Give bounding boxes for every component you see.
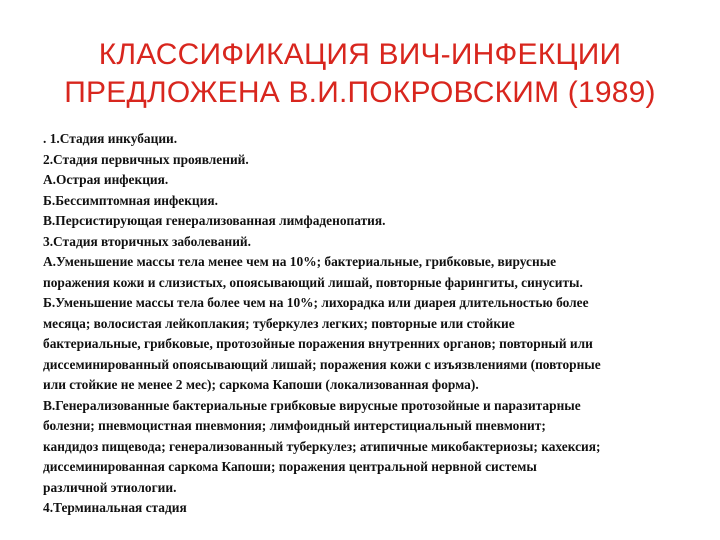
list-item <box>43 150 715 171</box>
list-item <box>43 129 715 150</box>
list-item <box>43 396 715 499</box>
list-item-line: диссеминированный опоясывающий лишай; поражения кожи с изъязвлениями (повторные <box>43 356 601 372</box>
list-item-line: 2.Стадия первичных проявлений. <box>43 151 249 167</box>
list-item-line: А.Уменьшение массы тела менее чем на 10%; бактериальные, грибковые, вирусные <box>43 254 557 269</box>
list-item-line: кандидоз пищевода; генерализованный туберкулез; атипичные микобактериозы; кахексия; <box>43 438 601 454</box>
list-item-line: диссеминированная саркома Капоши; поражения центральной нервной системы <box>43 459 537 474</box>
classification-list <box>43 129 715 519</box>
list-item-line: болезни; пневмоцистная пневмония; лимфоидный интерстициальный пневмонит; <box>43 418 546 433</box>
list-item-line: . 1.Стадия инкубации. <box>43 131 178 146</box>
list-item <box>43 191 715 212</box>
title-line-1: КЛАССИФИКАЦИЯ ВИЧ-ИНФЕКЦИИ <box>98 38 622 71</box>
slide-title <box>20 36 700 112</box>
list-item-line: месяца; волосистая лейкоплакия; туберкулез легких; повторные или стойкие <box>43 315 515 331</box>
list-item <box>43 232 715 253</box>
list-item <box>43 293 715 396</box>
list-item-line: различной этиологии. <box>43 479 177 495</box>
list-item-line: Б.Уменьшение массы тела более чем на 10%; лихорадка или диарея длительностью более <box>43 295 589 310</box>
list-item-line: поражения кожи и слизистых, опоясывающий лишай, повторные фарингиты, синуситы. <box>43 274 583 290</box>
list-item <box>43 170 715 191</box>
list-item <box>43 498 715 519</box>
list-item-line: 3.Стадия вторичных заболеваний. <box>43 233 251 249</box>
list-item <box>43 211 715 232</box>
list-item-line: В.Генерализованные бактериальные грибковые вирусные протозойные и паразитарные <box>43 397 581 413</box>
list-item-line: или стойкие не менее 2 мес); саркома Капоши (локализованная форма). <box>43 377 479 392</box>
list-item-line: Б.Бессимптомная инфекция. <box>43 192 218 208</box>
list-item-line: В.Персистирующая генерализованная лимфаденопатия. <box>43 213 386 228</box>
list-item-line: А.Острая инфекция. <box>43 172 169 187</box>
list-item <box>43 252 715 293</box>
title-line-2: ПРЕДЛОЖЕНА В.И.ПОКРОВСКИМ (1989) <box>64 76 656 109</box>
list-item-line: 4.Терминальная стадия <box>43 500 187 515</box>
list-item-line: бактериальные, грибковые, протозойные поражения внутренних органов; повторный или <box>43 336 593 351</box>
